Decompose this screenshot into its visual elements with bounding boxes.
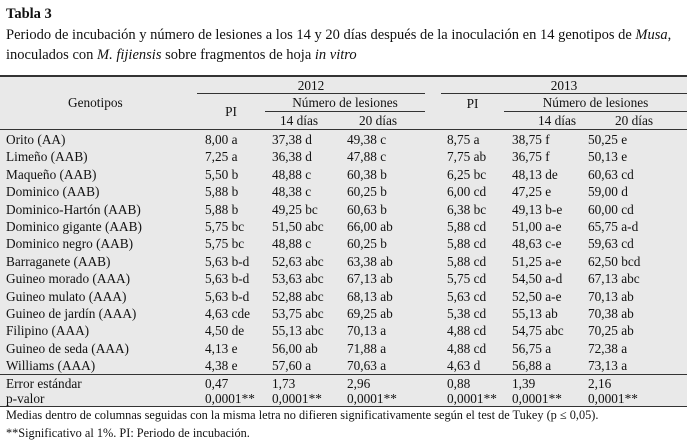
caption-italic-musa: Musa [635, 27, 668, 43]
value-cell: 70,63 a [347, 358, 387, 374]
value-cell: 48,88 c [272, 236, 312, 252]
header-lesiones-2012: Número de lesiones [292, 95, 398, 110]
value-cell: 5,88 cd [447, 253, 487, 269]
value-cell: 60,63 cd [588, 166, 634, 182]
value-cell: 52,88 abc [272, 288, 324, 304]
value-cell: 4,38 e [205, 358, 238, 374]
value-cell: 4,63 cde [205, 306, 251, 321]
header-14-dias-2013: 14 días [538, 113, 577, 128]
value-cell: 0,0001** [588, 391, 638, 406]
value-cell: 4,50 de [205, 323, 245, 339]
value-cell: 47,88 c [347, 149, 387, 165]
header-pi-2013: PI [466, 96, 479, 111]
value-cell: 60,00 cd [588, 201, 634, 217]
value-cell: 0,0001** [205, 391, 255, 406]
value-cell: 71,88 a [347, 340, 387, 356]
table-top-rule [0, 75, 687, 77]
year-2013-rule [441, 93, 687, 94]
header-lesiones-2013: Número de lesiones [542, 95, 649, 110]
genotipo-cell: Error estándar [6, 376, 82, 391]
value-cell: 65,75 a-d [588, 219, 639, 234]
header-bottom-rule [0, 129, 687, 130]
value-cell: 60,63 b [347, 201, 387, 217]
genotipo-cell: Guineo mulato (AAA) [6, 288, 127, 304]
value-cell: 63,38 ab [347, 253, 393, 269]
value-cell: 67,13 ab [347, 271, 393, 287]
value-cell: 52,63 abc [272, 253, 324, 269]
value-cell: 51,00 a-e [512, 219, 562, 234]
value-cell: 5,88 b [205, 184, 239, 200]
value-cell: 4,88 cd [447, 323, 487, 339]
value-cell: 38,75 f [512, 132, 550, 147]
header-genotipos: Genotipos [68, 95, 123, 110]
value-cell: 5,50 b [205, 166, 239, 182]
value-cell: 2,96 [347, 376, 371, 391]
value-cell: 51,25 a-e [512, 253, 562, 269]
value-cell: 5,38 cd [447, 306, 487, 321]
value-cell: 59,00 d [588, 184, 628, 200]
value-cell: 66,00 ab [347, 219, 393, 234]
value-cell: 54,50 a-d [512, 271, 563, 287]
genotipo-cell: Orito (AA) [6, 132, 66, 147]
value-cell: 5,63 b-d [205, 253, 250, 269]
value-cell: 55,13 ab [512, 306, 558, 321]
value-cell: 7,75 ab [447, 149, 487, 165]
value-cell: 0,0001** [272, 391, 322, 406]
table-bottom-rule [0, 406, 687, 407]
value-cell: 72,38 a [588, 340, 628, 356]
caption-italic-invitro: in vitro [314, 47, 357, 63]
value-cell: 5,88 cd [447, 236, 487, 252]
table-caption [6, 25, 686, 65]
value-cell: 5,88 b [205, 201, 239, 217]
value-cell: 57,60 a [272, 358, 312, 374]
value-cell: 7,25 a [205, 149, 238, 165]
value-cell: 0,47 [205, 376, 229, 391]
genotipo-cell: Dominico gigante (AAB) [6, 219, 142, 234]
value-cell: 59,63 cd [588, 236, 634, 252]
genotipo-cell: Limeño (AAB) [6, 149, 88, 165]
value-cell: 48,88 c [272, 166, 312, 182]
value-cell: 0,0001** [347, 391, 397, 406]
lesiones-2012-rule [265, 111, 425, 112]
table-title: Tabla 3 [6, 6, 52, 22]
value-cell: 1,39 [512, 376, 536, 391]
value-cell: 60,38 b [347, 166, 387, 182]
value-cell: 69,25 ab [347, 306, 393, 321]
header-14-dias-2012: 14 días [280, 113, 319, 128]
caption-text: sobre fragmentos de hoja [161, 47, 315, 63]
value-cell: 36,75 f [512, 149, 550, 165]
genotipo-cell: Barraganete (AAB) [6, 253, 111, 269]
value-cell: 70,13 ab [588, 288, 634, 304]
value-cell: 1,73 [272, 376, 296, 391]
footnote-tukey: Medias dentro de columnas seguidas con la misma letra no difieren significativamente según el test de Tukey (p ≤ 0,05). [6, 408, 599, 422]
value-cell: 5,75 cd [447, 271, 487, 287]
value-cell: 5,63 b-d [205, 288, 250, 304]
value-cell: 67,13 abc [588, 271, 640, 287]
value-cell: 36,38 d [272, 149, 312, 165]
genotipo-cell: Williams (AAA) [6, 358, 96, 374]
value-cell: 70,38 ab [588, 306, 634, 321]
year-2012-rule [197, 93, 425, 94]
genotipo-cell: Dominico (AAB) [6, 184, 100, 200]
value-cell: 8,75 a [447, 132, 480, 147]
value-cell: 0,88 [447, 376, 471, 391]
caption-text: , inoculados con [6, 27, 672, 63]
value-cell: 53,75 abc [272, 306, 324, 321]
caption-italic-species: M. fijiensis [97, 47, 162, 63]
genotipo-cell: p-valor [6, 391, 45, 406]
value-cell: 55,13 abc [272, 323, 324, 339]
value-cell: 8,00 a [205, 132, 238, 147]
header-20-dias-2013: 20 días [615, 113, 654, 128]
value-cell: 62,50 bcd [588, 253, 641, 269]
value-cell: 73,13 a [588, 358, 628, 374]
value-cell: 54,75 abc [512, 323, 564, 339]
header-year-2013: 2013 [550, 78, 578, 93]
genotipo-cell: Guineo de jardín (AAA) [6, 306, 137, 321]
value-cell: 37,38 d [272, 132, 312, 147]
value-cell: 5,63 cd [447, 288, 487, 304]
genotipo-cell: Guineo de seda (AAA) [6, 340, 129, 356]
value-cell: 5,63 b-d [205, 271, 250, 287]
caption-text: Periodo de incubación y número de lesiones a los 14 y 20 días después de la inoculación en 14 genotipos de [6, 27, 636, 43]
genotipo-cell: Filipino (AAA) [6, 323, 90, 339]
header-pi-2012: PI [225, 104, 237, 119]
value-cell: 60,25 b [347, 236, 387, 252]
genotipo-cell: Dominico-Hartón (AAB) [6, 201, 141, 217]
value-cell: 50,25 e [588, 132, 628, 147]
genotipo-cell: Guineo morado (AAA) [6, 271, 131, 287]
value-cell: 6,25 bc [447, 166, 487, 182]
value-cell: 53,63 abc [272, 271, 324, 287]
value-cell: 68,13 ab [347, 288, 393, 304]
header-20-dias-2012: 20 días [359, 113, 398, 128]
value-cell: 48,63 c-e [512, 236, 562, 252]
value-cell: 49,38 c [347, 132, 387, 147]
value-cell: 5,88 cd [447, 219, 487, 234]
footnote-significance: **Significativo al 1%. PI: Periodo de incubación. [6, 426, 250, 440]
body-bottom-rule [0, 374, 687, 375]
value-cell: 48,13 de [512, 166, 558, 182]
value-cell: 6,00 cd [447, 184, 487, 200]
value-cell: 4,13 e [205, 340, 238, 356]
value-cell: 49,25 bc [272, 201, 318, 217]
value-cell: 70,13 a [347, 323, 387, 339]
value-cell: 70,25 ab [588, 323, 634, 339]
value-cell: 4,88 cd [447, 340, 487, 356]
header-year-2012: 2012 [297, 78, 325, 93]
lesiones-2013-rule [504, 111, 687, 112]
value-cell: 5,75 bc [205, 219, 245, 234]
value-cell: 0,0001** [447, 391, 497, 406]
value-cell: 5,75 bc [205, 236, 245, 252]
value-cell: 56,75 a [512, 340, 552, 356]
value-cell: 0,0001** [512, 391, 562, 406]
value-cell: 6,38 bc [447, 201, 487, 217]
value-cell: 48,38 c [272, 184, 312, 200]
value-cell: 56,00 ab [272, 340, 318, 356]
value-cell: 47,25 e [512, 184, 552, 200]
value-cell: 4,63 d [447, 358, 481, 374]
value-cell: 50,13 e [588, 149, 628, 165]
value-cell: 51,50 abc [272, 219, 324, 234]
value-cell: 49,13 b-e [512, 201, 563, 217]
value-cell: 52,50 a-e [512, 288, 562, 304]
value-cell: 56,88 a [512, 358, 552, 374]
value-cell: 60,25 b [347, 184, 387, 200]
genotipo-cell: Maqueño (AAB) [6, 166, 97, 182]
genotipo-cell: Dominico negro (AAB) [6, 236, 134, 252]
value-cell: 2,16 [588, 376, 612, 391]
